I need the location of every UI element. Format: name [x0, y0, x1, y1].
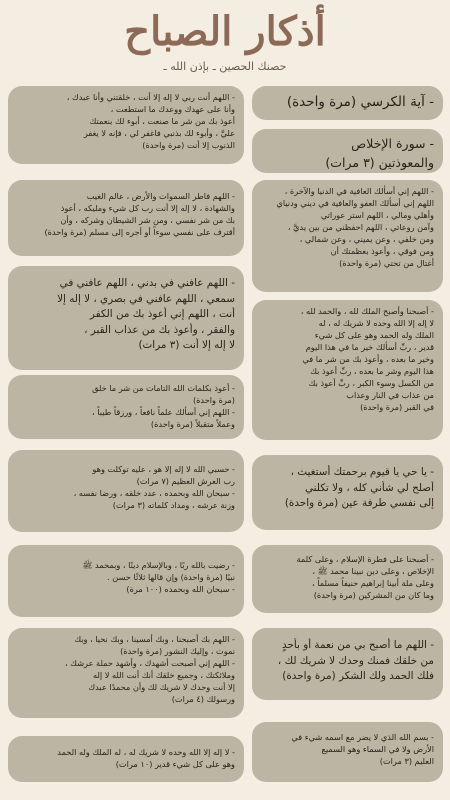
card-ni-mah — [252, 628, 443, 700]
card-line: فلك الحمد ولك الشكر (مرة واحدة) — [282, 670, 434, 682]
card-line: - اللهم إني أصبحت أشهدك ، وأشهد حملة عرشك ، — [65, 658, 235, 668]
card-line: - سورة الإخلاص — [351, 136, 434, 151]
card-line: أعوذ بك من شر ما صنعت ، أبوء لك بنعمتك — [89, 116, 235, 126]
page-title: أذكار الصباح — [124, 8, 326, 55]
card-line: وعلى ملة أبينا إبراهيم حنيفاً مسلماً ، — [312, 578, 434, 588]
card-fatir-as-samawat — [8, 180, 244, 256]
card-line: - أعوذ بكلمات الله التامات من شر ما خلق — [92, 383, 235, 393]
card-line: الملك وله الحمد وهو على كل شيء — [314, 330, 434, 340]
card-line: وخير ما بعده ، وأعوذ بك من شر ما في — [302, 354, 434, 364]
card-line: ومن فوقي ، وأعوذ بعظمتك أن — [330, 246, 434, 256]
card-afini-fi-badani — [8, 266, 244, 370]
page-subtitle: حصنك الحصين ـ بإذن الله ـ — [163, 60, 287, 73]
card-line: - اللهم أنت ربي لا إله إلا أنت ، خلقتني وأنا عبدك ، — [66, 92, 235, 102]
card-line: رب العرش العظيم (٧ مرات) — [136, 476, 235, 486]
card-line: - سبحان الله وبحمده ، عدد خلقه ، ورضا نفسه ، — [73, 488, 235, 498]
card-line: سمعي ، اللهم عافني في بصري ، لا إله إلا — [57, 292, 235, 305]
card-line: إلا أنت وحدك لا شريك لك وأن محمدًا عبدك — [88, 682, 235, 692]
card-allahumma-bika — [8, 628, 244, 718]
card-kalimat-tammat — [8, 375, 244, 439]
card-line: - اللهم عافني في بدني ، اللهم عافني في — [59, 277, 235, 289]
card-afiyah — [252, 180, 443, 292]
card-line: الذنوب إلا أنت (مرة واحدة) — [142, 140, 235, 150]
card-line: لا إله إلا أنت (٣ مرات) — [138, 339, 235, 351]
card-line: من عذاب في النار وعذاب — [346, 390, 434, 400]
card-sayyid-al-istighfar — [8, 86, 244, 164]
card-line: - يا حي يا قيوم برحمتك أستغيث ، — [290, 466, 434, 478]
card-line: وعملاً متقبلاً (مرة واحدة) — [150, 419, 235, 429]
card-line: أصلح لي شأني كله ، ولا تكلني — [304, 481, 434, 494]
card-ikhlas-muawwidhatayn — [252, 129, 443, 173]
card-line: من الكسل وسوء الكبر ، ربِّ أعوذ بك — [308, 378, 434, 388]
card-hasbiyallah — [8, 450, 244, 532]
card-line: والمعوذتين (٣ مرات) — [325, 155, 434, 170]
card-line: - بسم الله الذي لا يضر مع اسمه شيء في — [291, 732, 434, 742]
card-line: - لا إله إلا الله وحده لا شريك له ، له الملك وله الحمد — [57, 747, 235, 757]
card-line: ورسولك (٤ مرات) — [171, 694, 235, 704]
card-line: قدير ، ربِّ أسألك خير ما في هذا اليوم — [305, 342, 434, 352]
card-ayat-al-kursi — [252, 86, 443, 120]
card-fitrat-islam — [252, 545, 443, 613]
card-line: أغتال من تحتي (مرة واحدة) — [339, 258, 434, 268]
card-line: وآمن روعاتي ، اللهم احفظني من بين يديَّ ، — [287, 222, 434, 232]
card-line: وأهلي ومالي ، اللهم استر عوراتي — [320, 210, 434, 220]
card-line: والشهادة ، لا إله إلا أنت رب كل شيء ومليكه ، أعوذ — [60, 203, 235, 213]
card-line: لا إله إلا الله وحده لا شريك له ، له — [318, 318, 434, 328]
card-line: - رضيت بالله ربًا ، وبالإسلام دينًا ، وبمحمد ﷺ — [82, 560, 235, 570]
card-line: - اللهم إني أسألك علماً نافعاً ، ورزقاً طيباً ، — [92, 407, 235, 417]
card-line: - حسبي الله لا إله إلا هو ، عليه توكلت وهو — [92, 464, 235, 474]
card-line: وما كان من المشركين (مرة واحدة) — [313, 590, 434, 600]
card-line: أقترف على نفسي سوءاً أو أجره إلى مسلم (مرة واحدة) — [44, 227, 235, 237]
card-line: - اللهم إني أسألك العافية في الدنيا والآخرة ، — [284, 186, 434, 196]
card-line: وزنة عرشه ، ومداد كلماته (٣ مرات) — [112, 500, 235, 510]
card-line: هذا اليوم وشر ما بعده ، ربِّ أعوذ بك — [310, 366, 434, 376]
card-line: من خلقك فمنك وحدك لا شريك لك ، — [277, 654, 434, 667]
card-line: نموت ، وإليك النشور (مرة واحدة) — [120, 646, 235, 656]
card-line: والفقر ، وأعوذ بك من عذاب القبر ، — [84, 323, 235, 336]
card-line: إلى نفسي طرفة عين (مرة واحدة) — [284, 497, 434, 509]
card-line: - أصبحنا وأصبح الملك لله ، والحمد لله ، — [300, 306, 434, 316]
card-line: نبيًا (مرة واحدة) وإن قالها ثلاثًا حسن . — [107, 572, 235, 582]
card-asbahna-mulk — [252, 300, 443, 440]
card-line: (مرة واحدة) — [192, 395, 235, 405]
card-line: - سبحان الله وبحمده (١٠٠ مرة) — [126, 584, 235, 594]
card-ya-hayy — [252, 455, 443, 530]
card-line: بك من شر نفسي ، ومن شر الشيطان وشركه ، وأن — [60, 215, 235, 225]
card-line: ومن خلفي ، وعن يميني ، وعن شمالي ، — [299, 234, 434, 244]
card-raditu-billah — [8, 545, 244, 617]
card-line: وملائكتك ، وجميع خلقك أنك أنت الله لا إله — [93, 670, 235, 680]
card-line: عليَّ ، وأبوء لك بذنبي فاغفر لي ، فإنه لا يغفر — [83, 128, 235, 138]
card-line: الإخلاص ، وعلى دين نبينا محمد ﷺ ، — [312, 566, 434, 576]
card-line: أنت ، اللهم إني أعوذ بك من الكفر — [89, 308, 235, 320]
card-line: - أصبحنا على فطرة الإسلام ، وعلى كلمة — [296, 554, 434, 564]
card-line: في القبر (مرة واحدة) — [360, 402, 434, 412]
card-bismillah — [252, 722, 443, 782]
card-line: - اللهم فاطر السموات والأرض ، عالم الغيب — [86, 191, 235, 201]
card-line: اللهم إني أسألك العفو والعافية في ديني ودنياي — [276, 198, 434, 208]
card-line: الأرض ولا في السماء وهو السميع — [321, 744, 434, 754]
card-line: وهو على كل شيء قدير (١٠ مرات) — [115, 759, 235, 769]
card-line: العليم (٣ مرات) — [379, 756, 434, 766]
card-line: - آية الكرسي (مرة واحدة) — [286, 94, 434, 110]
card-line: - اللهم ما أصبح بي من نعمة أو بأحدٍ — [281, 639, 434, 651]
card-line: - اللهم بك أصبحنا ، وبك أمسينا ، وبك نحيا ، وبك — [74, 634, 235, 644]
card-line: وأنا على عهدك ووعدك ما استطعت ، — [110, 104, 235, 114]
card-la-ilaha-illallah — [8, 736, 244, 782]
header — [0, 0, 450, 85]
